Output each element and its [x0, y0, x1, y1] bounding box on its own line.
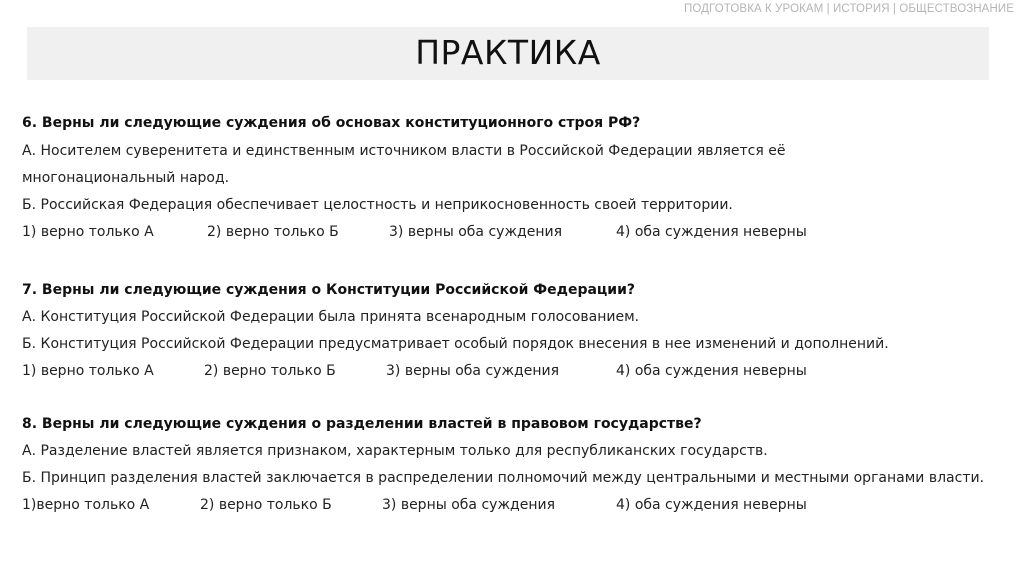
question-7-statement-a: А. Конституция Российской Федерации была принята всенародным голосованием. [22, 309, 640, 325]
page-title: ПРАКТИКА [415, 33, 601, 72]
question-6-statement-a: А. Носителем суверенитета и единственным источником власти в Российской Федерации является её [22, 143, 786, 159]
question-6-answer-2: 2) верно только Б [207, 224, 339, 240]
question-8-heading: 8. Верны ли следующие суждения о разделении властей в правовом государстве? [22, 416, 702, 432]
question-7-heading: 7. Верны ли следующие суждения о Конституции Российской Федерации? [22, 282, 636, 298]
question-8-answer-3: 3) верны оба суждения [382, 497, 556, 513]
question-7-answer-2: 2) верно только Б [204, 363, 336, 379]
question-6-statement-a-cont: многонациональный народ. [22, 170, 230, 186]
question-8-answer-4: 4) оба суждения неверны [616, 497, 807, 513]
question-8-statement-a: А. Разделение властей является признаком, характерным только для республиканских государств. [22, 443, 768, 459]
breadcrumb: ПОДГОТОВКА К УРОКАМ | ИСТОРИЯ | ОБЩЕСТВОЗНАНИЕ [684, 3, 1014, 15]
question-8-statement-b: Б. Принцип разделения властей заключается в распределении полномочий между центральными и местными органами власти. [22, 470, 985, 486]
title-banner [27, 27, 989, 80]
question-6-heading: 6. Верны ли следующие суждения об основах конституционного строя РФ? [22, 115, 641, 131]
question-6-answer-1: 1) верно только А [22, 224, 154, 240]
question-6-answer-4: 4) оба суждения неверны [616, 224, 807, 240]
question-8-answer-2: 2) верно только Б [200, 497, 332, 513]
question-7-answer-1: 1) верно только А [22, 363, 154, 379]
question-6-answer-3: 3) верны оба суждения [389, 224, 563, 240]
question-6-statement-b: Б. Российская Федерация обеспечивает целостность и неприкосновенность своей территории. [22, 197, 733, 213]
question-8-answer-1: 1)верно только А [22, 497, 150, 513]
question-7-statement-b: Б. Конституция Российской Федерации предусматривает особый порядок внесения в нее изменений и дополнений. [22, 336, 889, 352]
question-7-answer-3: 3) верны оба суждения [386, 363, 560, 379]
question-7-answer-4: 4) оба суждения неверны [616, 363, 807, 379]
